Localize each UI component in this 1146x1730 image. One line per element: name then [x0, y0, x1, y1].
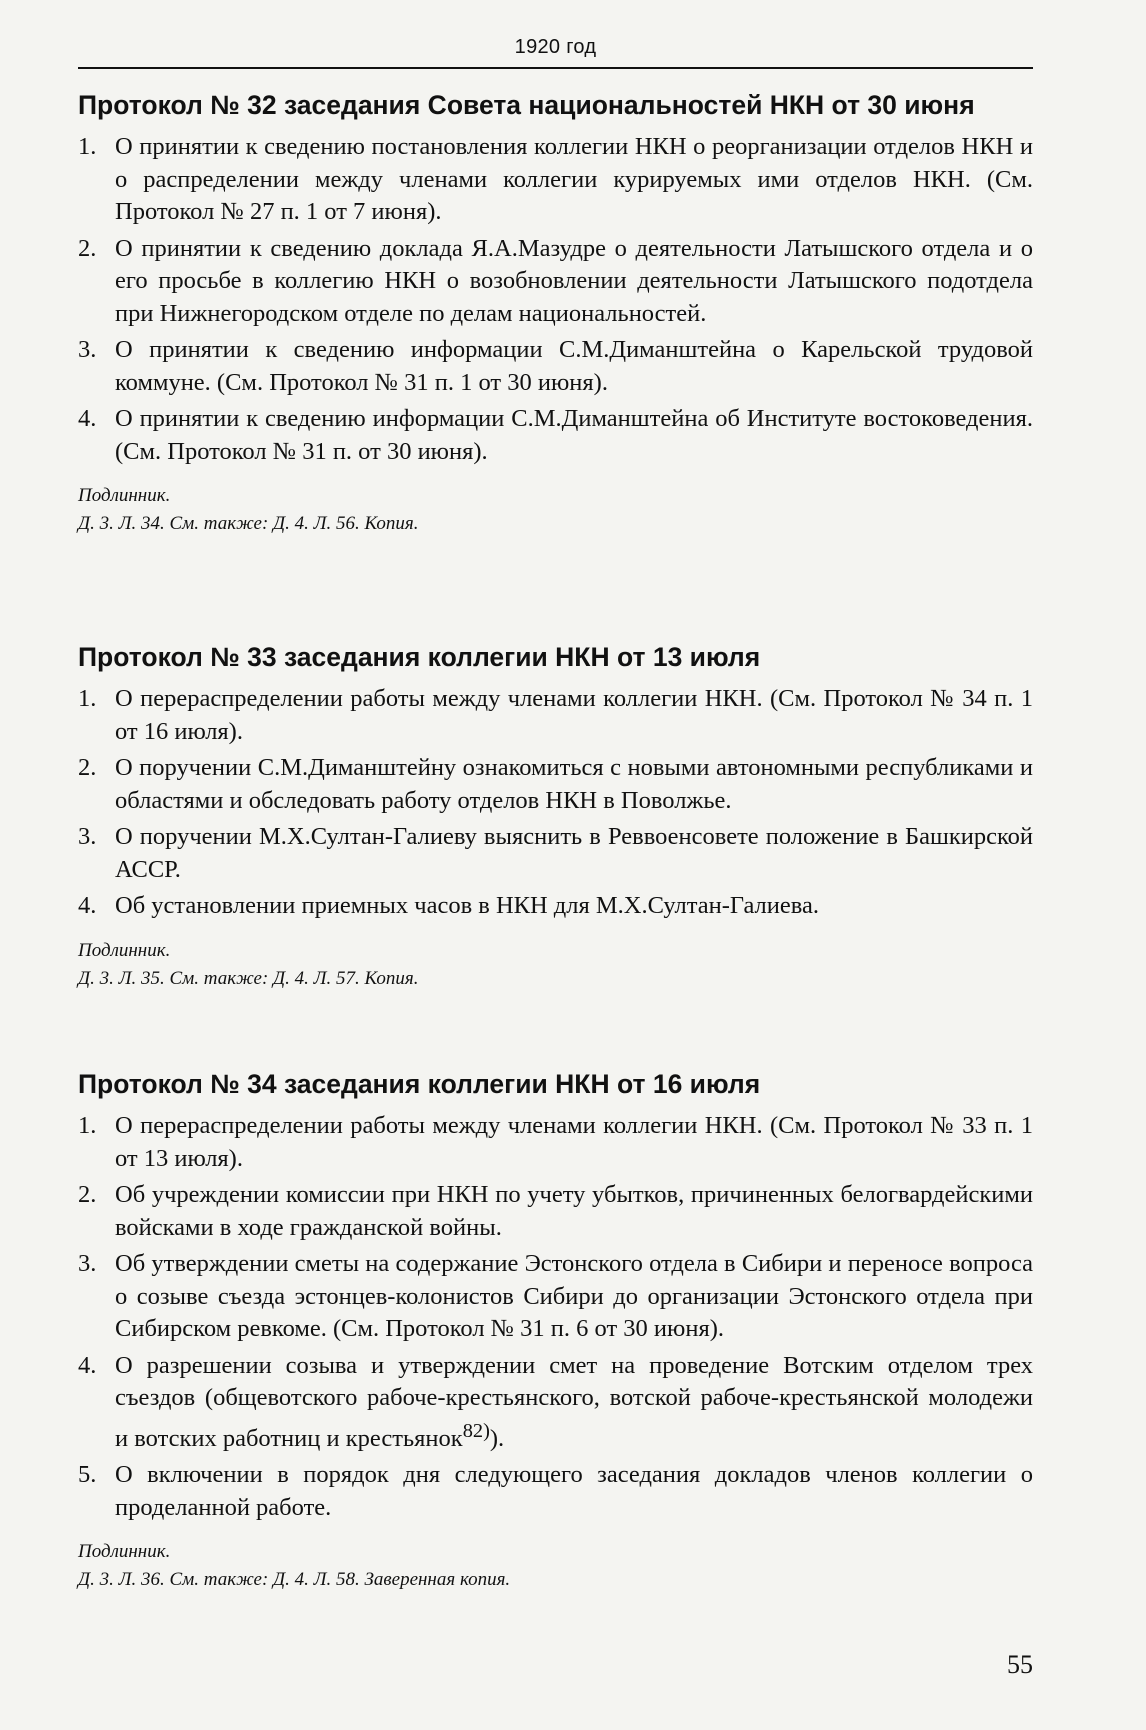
document-page [78, 0, 1033, 1730]
source-note [78, 937, 1033, 993]
item-number: 3. [78, 823, 97, 850]
running-head: 1920 год [514, 36, 597, 58]
header-rule [78, 67, 1033, 69]
list-item [78, 683, 1033, 748]
protocol-34-items [78, 1110, 1033, 1524]
item-number: 1. [78, 685, 97, 712]
item-text: О поручении С.М.Диманштейну ознакомиться с новыми автономными республиками и областями и обследовать работу отделов НКН в Поволжье. [115, 754, 1033, 814]
source-note-label: Подлинник. [78, 1541, 171, 1563]
item-text: О поручении М.Х.Султан-Галиеву выяснить в Реввоенсовете положение в Башкирской АССР. [115, 823, 1033, 883]
item-text: О принятии к сведению информации С.М.Диманштейна об Институте востоковедения. (См. Протокол № 31 п. от 30 июня). [115, 405, 1033, 465]
item-number: 4. [78, 892, 97, 919]
item-number: 2. [78, 1181, 97, 1208]
protocol-32-items [78, 131, 1033, 468]
list-item [78, 1179, 1033, 1244]
page-number: 55 [1007, 1650, 1033, 1679]
list-item [78, 403, 1033, 468]
list-item [78, 334, 1033, 399]
item-number: 4. [78, 405, 97, 432]
list-item [78, 1350, 1033, 1456]
list-item [78, 1248, 1033, 1346]
item-text: О принятии к сведению информации С.М.Диманштейна о Карельской трудовой коммуне. (См. Протокол № 31 п. 1 от 30 июня). [115, 336, 1033, 396]
source-note-reference: Д. 3. Л. 35. См. также: Д. 4. Л. 57. Копия. [78, 967, 419, 989]
protocol-34-title: Протокол № 34 заседания коллегии НКН от 16 июля [78, 1069, 761, 1099]
protocol-33-title: Протокол № 33 заседания коллегии НКН от 13 июля [78, 642, 761, 672]
item-text: Об установлении приемных часов в НКН для М.Х.Султан-Галиева. [115, 892, 820, 919]
source-note-label: Подлинник. [78, 485, 171, 506]
item-number: 2. [78, 234, 97, 262]
list-item [78, 233, 1033, 331]
item-text: О принятии к сведению постановления коллегии НКН о реорганизации отделов НКН и о распределении между членами коллегии курируемых ими отделов НКН. (См. Протокол № 27 п. 1 от 7 июня). [115, 133, 1033, 225]
protocol-34-section [78, 1067, 1033, 1594]
source-note-reference: Д. 3. Л. 34. См. также: Д. 4. Л. 56. Копия. [78, 513, 419, 534]
source-note-reference: Д. 3. Л. 36. См. также: Д. 4. Л. 58. Заверенная копия. [78, 1569, 511, 1591]
list-item [78, 752, 1033, 817]
item-text: О принятии к сведению доклада Я.А.Мазудре о деятельности Латышского отдела и о его просьбе в коллегию НКН о возобновлении деятельности Латышского подотдела при Нижнегородском отделе по делам национальностей. [115, 234, 1033, 327]
list-item [78, 1459, 1033, 1524]
item-number: 2. [78, 754, 97, 781]
protocol-33-items [78, 683, 1033, 923]
protocol-32-title: Протокол № 32 заседания Совета национальностей НКН от 30 июня [78, 90, 975, 120]
list-item [78, 131, 1033, 229]
item-number: 4. [78, 1351, 97, 1379]
item-number: 1. [78, 133, 97, 160]
item-text: О разрешении созыва и утверждении смет на проведение Вотским отделом трех съездов (общевотского рабоче-крестьянского, вотской рабоче-крестьянской молодежи и вотских работниц и крестьянок [115, 1351, 1033, 1452]
item-text: О перераспределении работы между членами коллегии НКН. (См. Протокол № 33 п. 1 от 13 июля). [115, 1112, 1033, 1172]
item-text-tail: ). [489, 1424, 505, 1452]
item-text: Об утверждении сметы на содержание Эстонского отдела в Сибири и переносе вопроса о созыве съезда эстонцев-колонистов Сибири до организации Эстонского отдела при Сибирском ревкоме. (См. Протокол № 31 п. 6 от 30 июня). [115, 1250, 1033, 1342]
protocol-32-section [78, 88, 1033, 538]
source-note [78, 1538, 1033, 1594]
list-item [78, 1110, 1033, 1175]
protocol-33-section [78, 640, 1033, 993]
item-text: Об учреждении комиссии при НКН по учету убытков, причиненных белогвардейскими войсками в ходе гражданской войны. [115, 1181, 1033, 1241]
source-note-label: Подлинник. [78, 939, 171, 961]
item-number: 1. [78, 1112, 97, 1139]
item-number: 5. [78, 1461, 97, 1489]
footnote-reference: 82) [462, 1419, 490, 1442]
list-item [78, 890, 1033, 923]
list-item [78, 821, 1033, 886]
item-text: О перераспределении работы между членами коллегии НКН. (См. Протокол № 34 п. 1 от 16 июля). [115, 685, 1033, 745]
item-text: О включении в порядок дня следующего заседания докладов членов коллегии о проделанной работе. [115, 1461, 1033, 1521]
item-number: 3. [78, 336, 97, 363]
source-note [78, 482, 1033, 538]
item-number: 3. [78, 1250, 97, 1277]
